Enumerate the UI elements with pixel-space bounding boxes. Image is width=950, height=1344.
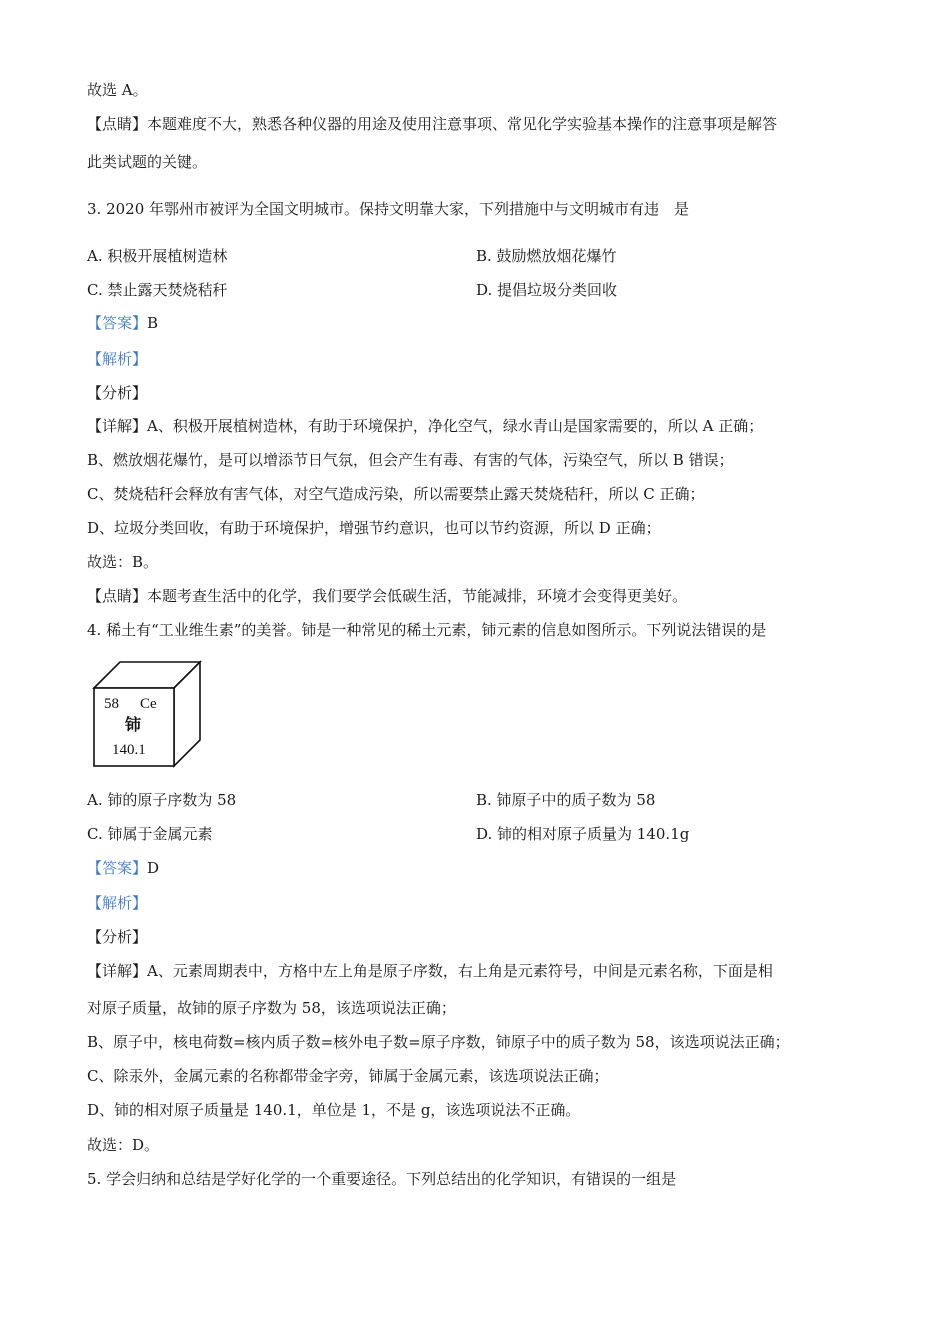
q4-detail-line: 【详解】A、元素周期表中，方格中左上角是原子序数，右上角是元素符号，中间是元素名称，下面是相 <box>87 962 773 980</box>
q4-answer <box>87 858 159 878</box>
element-atomic-mass: 140.1 <box>112 742 146 758</box>
q3-conclusion: 故选：B。 <box>87 553 159 571</box>
q4-fenxi: 【分析】 <box>87 928 148 946</box>
q4-detail-line: B、原子中，核电荷数=核内质子数=核外电子数=原子序数，铈原子中的质子数为 58，该选项说法正确； <box>87 1033 790 1051</box>
q3-option-b: B. 鼓励燃放烟花爆竹 <box>476 247 617 265</box>
element-name: 铈 <box>125 715 142 734</box>
conclusion-text: 故选 A。 <box>87 81 148 99</box>
q3-fenxi: 【分析】 <box>87 384 148 402</box>
element-atomic-number: 58 <box>104 696 119 712</box>
q3-option-d: D. 提倡垃圾分类回收 <box>476 281 618 299</box>
q4-detail-line: 对原子质量，故铈的原子序数为 58，该选项说法正确； <box>87 999 456 1017</box>
element-card-cerium <box>92 660 202 770</box>
q4-detail-line: D、铈的相对原子质量是 140.1，单位是 1，不是 g，该选项说法不正确。 <box>87 1101 581 1119</box>
element-symbol: Ce <box>140 696 157 712</box>
q3-analysis-tag: 【解析】 <box>87 350 148 368</box>
q4-option-d: D. 铈的相对原子质量为 140.1g <box>476 825 690 843</box>
q3-detail-line: D、垃圾分类回收，有助于环境保护，增强节约意识，也可以节约资源，所以 D 正确； <box>87 519 661 537</box>
q3-detail-line: 【详解】A、积极开展植树造林，有助于环境保护，净化空气，绿水青山是国家需要的，所以 A 正确； <box>87 417 764 435</box>
question-4-stem: 4. 稀土有“工业维生素”的美誉。铈是一种常见的稀土元素，铈元素的信息如图所示。下列说法错误的是 <box>87 621 767 639</box>
q3-answer <box>87 313 158 333</box>
question-3-stem: 3. 2020 年鄂州市被评为全国文明城市。保持文明靠大家，下列措施中与文明城市有违 是 <box>87 200 690 218</box>
q4-detail-line: C、除汞外，金属元素的名称都带金字旁，铈属于金属元素，该选项说法正确； <box>87 1067 609 1085</box>
q3-detail-line: C、焚烧秸秆会释放有害气体，对空气造成污染，所以需要禁止露天焚烧秸秆，所以 C 正确； <box>87 485 705 503</box>
q4-conclusion: 故选：D。 <box>87 1136 160 1154</box>
q3-option-a: A. 积极开展植树造林 <box>87 247 228 265</box>
answer-tag: 【答案】 <box>87 314 148 332</box>
note-text-continued: 此类试题的关键。 <box>87 153 208 171</box>
answer-tag: 【答案】 <box>87 859 148 877</box>
q4-analysis-tag: 【解析】 <box>87 894 148 912</box>
q4-option-b: B. 铈原子中的质子数为 58 <box>476 791 656 809</box>
q4-option-a: A. 铈的原子序数为 58 <box>87 791 237 809</box>
q3-note: 【点睛】本题考查生活中的化学，我们要学会低碳生活，节能减排，环境才会变得更美好。 <box>87 587 688 605</box>
q3-detail-line: B、燃放烟花爆竹，是可以增添节日气氛，但会产生有毒、有害的气体，污染空气，所以 B 错误； <box>87 451 734 469</box>
question-5-stem: 5. 学会归纳和总结是学好化学的一个重要途径。下列总结出的化学知识，有错误的一组是 <box>87 1170 677 1188</box>
note-text: 【点睛】本题难度不大，熟悉各种仪器的用途及使用注意事项、常见化学实验基本操作的注意事项是解答 <box>87 115 778 133</box>
answer-value: D <box>147 859 160 877</box>
q4-option-c: C. 铈属于金属元素 <box>87 825 213 843</box>
answer-value: B <box>147 314 159 332</box>
q3-option-c: C. 禁止露天焚烧秸秆 <box>87 281 228 299</box>
